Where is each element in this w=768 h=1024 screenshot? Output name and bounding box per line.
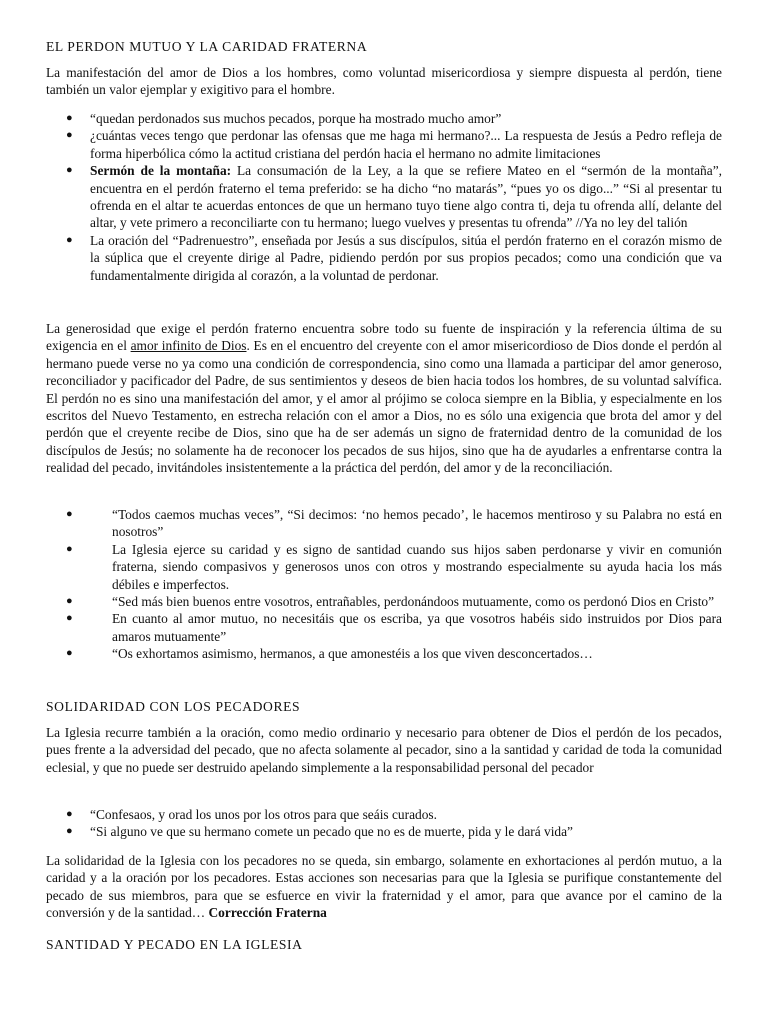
bullet-icon: ●: [66, 647, 73, 660]
solidarity-paragraph: La Iglesia recurre también a la oración, como medio ordinario y necesario para obtener de Dios el perdón de los pecados, pues frente a la adversidad del pecado, que no afecta solamente al pecador, sino a la santidad y caridad de toda la comunidad eclesial, y que no puede ser destruido apelando simplemente a la responsabilidad personal del pecador: [46, 725, 722, 775]
bullet-list-3: [46, 806, 722, 841]
bullet-icon: ●: [66, 164, 73, 177]
bullet-icon: ●: [66, 612, 73, 625]
list-item: ● Sermón de la montaña: La consumación de la Ley, a la que se refiere Mateo en el “sermón de la montaña”, encuentra en el perdón fraterno el tema preferido: se ha dicho “no matarás”, “pues yo os digo...” “Si al presentar tu ofrenda en el altar te acuerdas entonces de que un hermano tuyo tiene algo contra ti, deja tu ofrenda allí, delante del altar, y vete primero a reconciliarte con tu hermano; luego vuelves y presentas tu ofrenda” //Ya no ley del talión: [66, 163, 722, 231]
list-item: ● ¿cuántas veces tengo que perdonar las ofensas que me haga mi hermano?... La respuesta de Jesús a Pedro refleja de forma hiperbólica cómo la actitud cristiana del perdón hacia el hermano no admite limitaciones: [66, 128, 722, 161]
list-item: ● La oración del “Padrenuestro”, enseñada por Jesús a sus discípulos, sitúa el perdón fraterno en el corazón mismo de la súplica que el creyente dirige al Padre, pidiendo perdón por sus propios pecados; como una condición que va fundamentalmente dirigida al corazón, a la voluntad de perdonar.: [66, 232, 722, 283]
correccion-fraterna-bold: Corrección Fraterna: [208, 905, 327, 921]
bullet-icon: ●: [66, 825, 73, 838]
section-title-perdon-mutuo: EL PERDON MUTUO Y LA CARIDAD FRATERNA: [46, 39, 368, 54]
list-item: ● “Confesaos, y orad los unos por los otros para que seáis curados.: [66, 807, 437, 822]
section-title-santidad: SANTIDAD Y PECADO EN LA IGLESIA: [46, 937, 303, 952]
bullet-list-2: [46, 506, 722, 663]
bullet-icon: ●: [66, 808, 73, 820]
bullet-list-1: [46, 110, 722, 284]
amor-infinito-link-text: amor infinito de Dios: [130, 338, 247, 354]
list-item: ● “Sed más bien buenos entre vosotros, entrañables, perdonándoos mutuamente, como os perdonó Dios en Cristo”: [66, 594, 715, 610]
intro-paragraph: La manifestación del amor de Dios a los hombres, como voluntad misericordiosa y siempre dispuesta al perdón, tiene también un valor ejemplar y exigitivo para el hombre.: [46, 65, 722, 98]
list-item: ● En cuanto al amor mutuo, no necesitáis que os escriba, ya que vosotros habéis sido instruidos por Dios para amaros mutuamente”: [66, 611, 722, 644]
bullet-icon: ●: [66, 112, 73, 124]
bullet-icon: ●: [66, 233, 73, 246]
list-item: ● “Todos caemos muchas veces”, “Si decimos: ‘no hemos pecado’, le hacemos mentiroso y su Palabra no está en nosotros”: [66, 507, 722, 540]
solidarity-paragraph-2: La solidaridad de la Iglesia con los pecadores no se queda, sin embargo, solamente en exhortaciones al perdón mutuo, a la caridad y a la oración por los pecadores. Estas acciones son necesarias para que la Iglesia se purifique constantemente del pecado de sus miembros, para que se esfuerce en vivir la fraternidad y el amor, para que avance por el camino de la conversión y de la santidad… Corrección Fraterna: [46, 853, 722, 921]
list-item: ● La Iglesia ejerce su caridad y es signo de santidad cuando sus hijos saben perdonarse y vivir en comunión fraterna, siendo compasivos y generosos unos con otros y mostrando especialmente su ayuda hacia los más débiles e imperfectos.: [66, 541, 722, 592]
bullet-icon: ●: [66, 542, 73, 555]
bullet-icon: ●: [66, 508, 73, 520]
generosity-paragraph: La generosidad que exige el perdón fraterno encuentra sobre todo su fuente de inspiración y la referencia última de su exigencia en el amor infinito de Dios. Es en el encuentro del creyente con el amor misericordioso de Dios donde el perdón al hermano puede verse no ya como una condición de correspondencia, sino como una llamada a participar del amor generoso, reconciliador y pacificador del Padre, de sus sentimientos y deseos de bien hacia todos los hombres, de su voluntad salvífica. El perdón no es sino una manifestación del amor, y el amor al prójimo se coloca siempre en la Biblia, y especialmente en los escritos del Nuevo Testamento, en estrecha relación con el amor a Dios, no es sólo una exigencia que brota del amor y del perdón que el creyente recibe de Dios, sino que ha de ser además un signo de fraternidad dentro de la comunidad de los discípulos de Jesús; no solamente ha de reconocer los pecados de sus hijos, sino que ha de ayudarles a enfrentarse contra la realidad del pecado, invitándoles insistentemente a la práctica del perdón, del amor y de la reconciliación.: [46, 321, 722, 476]
list-item: ● “Si alguno ve que su hermano comete un pecado que no es de muerte, pida y le dará vida”: [66, 824, 574, 840]
section-title-solidaridad: SOLIDARIDAD CON LOS PECADORES: [46, 699, 301, 714]
bullet-icon: ●: [66, 595, 73, 608]
sermon-label: Sermón de la montaña:: [90, 163, 232, 179]
list-item: ● “Os exhortamos asimismo, hermanos, a que amonestéis a los que viven desconcertados…: [66, 646, 593, 662]
bullet-icon: ●: [66, 129, 73, 142]
list-item: ● “quedan perdonados sus muchos pecados, porque ha mostrado mucho amor”: [66, 111, 502, 126]
